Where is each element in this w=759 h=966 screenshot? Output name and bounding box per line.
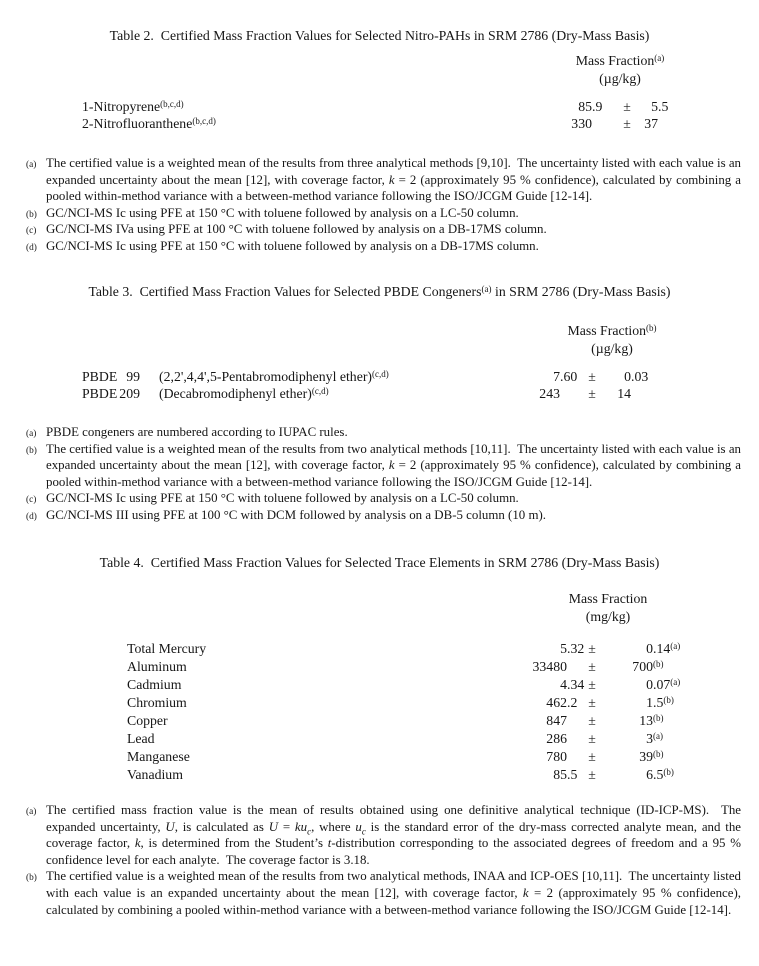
method-superscript: (c,d) [311,386,329,397]
footnote-marker: (b) [26,209,37,220]
table-row [0,676,759,694]
value-fraction: .9 [592,99,603,114]
uncertainty-fraction [653,748,664,766]
uncertainty-fraction: .5$^{(b)}$ [653,695,674,710]
value-fraction: .32 [567,641,585,656]
plus-minus-sign: ± [623,116,631,132]
plus-minus-sign: ± [588,767,596,782]
plus-minus-sign: ± [588,659,596,674]
value-integer: 4 [560,677,567,692]
uncertainty-integer: 0 [646,641,653,656]
congener-prefix: PBDE [82,369,118,384]
table4-rows [0,640,759,784]
value-integer: 85 [553,767,567,782]
uncertainty-integer: 700 [632,659,653,674]
analyte-name: (2,2',4,4',5-Pentabromodiphenyl ether)$^{(c,d)}$ [159,369,389,384]
plus-minus-sign: ± [588,369,596,384]
table-row [0,98,759,115]
uncertainty-superscript: (b) [653,749,664,759]
analyte-name: Cadmium [127,677,182,692]
table4-footnotes [26,802,742,918]
value-integer: 847 [546,713,567,728]
footnote-marker: (b) [26,873,37,884]
table3-footnotes [26,424,741,524]
method-superscript: (c,d) [372,369,389,379]
congener-number: 209 [119,386,140,402]
table4-title-text: Table 4. Certified Mass Fraction Values for Selected Trace Elements in SRM 2786 (Dry-Mass Basis) [99,555,660,570]
analyte-name: 1-Nitropyrene$^{(b,c,d)}$ [82,99,184,114]
value-integer: 7 [553,369,560,384]
uncertainty-integer: 3 [646,731,653,746]
uncertainty-integer: 5 [651,99,658,114]
table3-rows [0,368,759,403]
table-row [0,640,759,658]
analyte-name: Lead [127,731,155,746]
footnote: (d) GC/NCI-MS Ic using PFE at 150 °C with toluene followed by analysis on a DB-17MS column. [46,238,741,255]
uncertainty-fraction: .5$^{(b)}$ [653,767,674,782]
uncertainty-superscript: (b) [663,767,674,777]
footnote: (a) PBDE congeners are numbered according to IUPAC rules. [46,424,741,441]
table4-mass-fraction-label: Mass Fraction [568,591,648,606]
table2-unit-label: (µg/kg) [599,71,641,86]
footnote-marker: (c) [26,226,37,237]
uncertainty-superscript: (a) [653,731,663,741]
table2-column-header [500,52,740,88]
footnote-marker: (d) [26,511,37,522]
congener-prefix: PBDE [82,386,118,402]
value-integer: 462 [546,695,567,710]
uncertainty-integer: 13 [639,713,653,728]
table-row [0,730,759,748]
analyte-name: 2-Nitrofluoranthene$^{(b,c,d)}$ [82,116,216,132]
value-integer: 5 [560,641,567,656]
plus-minus-sign: ± [588,677,596,692]
table3-unit-label: (µg/kg) [591,341,633,356]
uncertainty-integer: 0 [646,677,653,692]
table2-header-superscript: (a) [654,53,665,63]
plus-minus-sign: ± [588,641,596,656]
analyte-name: Total Mercury [127,641,207,656]
analyte-name: (Decabromodiphenyl ether)$^{(c,d)}$ [159,386,329,402]
table4-column-header [490,590,726,626]
table-row [0,766,759,784]
table3-mass-fraction-label: Mass Fraction$^{(b)}$ [567,323,657,338]
table2-title-text: Table 2. Certified Mass Fraction Values for Selected Nitro-PAHs in SRM 2786 (Dry-Mass Basis) [109,28,650,43]
footnote: (a) The certified value is a weighted mean of the results from three analytical methods [9,10]. The uncertainty listed with each value is an expanded uncertainty about the mean [12], with coverage factor, k = 2 (approximately 95 % confidence), calculated by combining a pooled within-method variance with a between-method variance following the ISO/JCGM Guide [12-14]. [26,156,741,204]
value-integer: 330 [571,116,592,132]
uncertainty-fraction: .5 [658,99,669,114]
table3-title: Table 3. Certified Mass Fraction Values for Selected PBDE Congeners$^{(a)}$ in SRM 2786 (Dry-Mass Basis) [88,284,671,299]
table3-header-superscript: (b) [646,323,657,333]
plus-minus-sign: ± [623,99,631,114]
table4-title [0,555,759,571]
value-fraction: .60 [560,369,578,384]
plus-minus-sign: ± [588,386,596,402]
value-integer: 85 [578,99,592,114]
uncertainty-fraction: .14$^{(a)}$ [653,641,681,656]
uncertainty-integer: 0 [624,369,631,384]
uncertainty-superscript: (a) [670,641,681,651]
footnote: (c) GC/NCI-MS Ic using PFE at 150 °C with toluene followed by analysis on a LC-50 column. [46,490,741,507]
uncertainty-fraction: .03 [631,369,649,384]
footnote: (d) GC/NCI-MS III using PFE at 100 °C with DCM followed by analysis on a DB-5 column (10 m). [46,507,741,524]
footnote-marker: (a) [26,429,37,439]
footnote-marker: (b) [26,445,37,456]
method-superscript: (b,c,d) [192,116,216,127]
plus-minus-sign: ± [588,695,596,710]
footnote-marker: (c) [26,495,37,506]
table-row [0,694,759,712]
value-integer: 33480 [532,659,567,674]
footnote: (b) The certified value is a weighted mean of the results from two analytical methods [10,11]. The uncertainty listed with each value is an expanded uncertainty about the mean [12], with coverage factor, k = 2 (approximately 95 % confidence), calculated by combining a pooled within-method variance with a between-method variance following the ISO/JCGM Guide [12-14]. [26,441,741,489]
footnote-marker: (a) [26,160,37,170]
uncertainty-fraction [653,712,664,730]
table-row [0,385,759,402]
table3-title-superscript: (a) [481,284,492,294]
analyte-name: Aluminum [127,659,187,674]
footnote: (a) The certified mass fraction value is the mean of results obtained using one definitive analytical technique (ID-ICP-MS). The expanded uncertainty, U, is calculated as $U = ku_c$, where $u_c$ is the standard error of the dry-mass corrected analyte mean, and the coverage factor, k, is determined from the Student’s t-distribution corresponding to the associated degrees of freedom and a 95 % confidence level for each analyte. The coverage factor is 3.18. [26,803,742,867]
value-integer: 243 [539,386,560,402]
uncertainty-integer: 39 [639,749,653,764]
analyte-name: Copper [127,713,168,728]
value-fraction: .34 [567,677,585,692]
congener-number: 99 [126,369,140,384]
value-integer: 780 [546,749,567,764]
uncertainty-integer: 1 [646,695,653,710]
footnote-marker: (a) [26,807,37,817]
footnote: (b) GC/NCI-MS Ic using PFE at 150 °C with toluene followed by analysis on a LC-50 column. [46,205,741,222]
analyte-name: Chromium [127,695,187,710]
uncertainty-integer: 14 [617,386,631,402]
plus-minus-sign: ± [588,713,596,728]
table-row [0,115,759,132]
table2-footnotes [26,155,741,255]
uncertainty-fraction [653,658,664,676]
footnote: (c) GC/NCI-MS IVa using PFE at 100 °C with toluene followed by analysis on a DB-17MS column. [46,221,741,238]
value-fraction: .2 [567,695,578,710]
table2-rows [0,98,759,133]
table-row [0,712,759,730]
uncertainty-superscript: (b) [653,659,664,669]
table2-mass-fraction-label: Mass Fraction$^{(a)}$ [575,53,665,68]
analyte-name: Manganese [127,749,190,764]
uncertainty-superscript: (b) [663,695,674,705]
value-integer: 286 [546,731,567,746]
table3-title-text: Table 3. Certified Mass Fraction Values for Selected PBDE Congeners [88,284,482,299]
method-superscript: (b,c,d) [160,99,184,109]
value-fraction: .5 [567,767,578,782]
footnote: (b) The certified value is a weighted mean of the results from two analytical methods, INAA and ICP-OES [10,11]. The uncertainty listed with each value is an expanded uncertainty about the mean [12], with coverage factor, k = 2 (approximately 95 % confidence), calculated by combining a pooled within-method variance with a between-method variance following the ISO/JCGM Guide [12-14]. [26,869,741,917]
analyte-name: Vanadium [127,767,183,782]
table2-title [0,28,759,44]
uncertainty-superscript: (b) [653,713,664,723]
uncertainty-integer: 37 [644,116,658,132]
table-row [0,368,759,385]
uncertainty-superscript: (a) [670,677,681,687]
table3-column-header [500,322,724,358]
table4-unit-label: (mg/kg) [585,609,631,624]
uncertainty-fraction: .07$^{(a)}$ [653,677,681,692]
plus-minus-sign: ± [588,731,596,746]
footnote-marker: (d) [26,242,37,253]
uncertainty-integer: 6 [646,767,653,782]
table-row [0,658,759,676]
table-row [0,748,759,766]
plus-minus-sign: ± [588,749,596,764]
uncertainty-fraction [653,730,663,748]
